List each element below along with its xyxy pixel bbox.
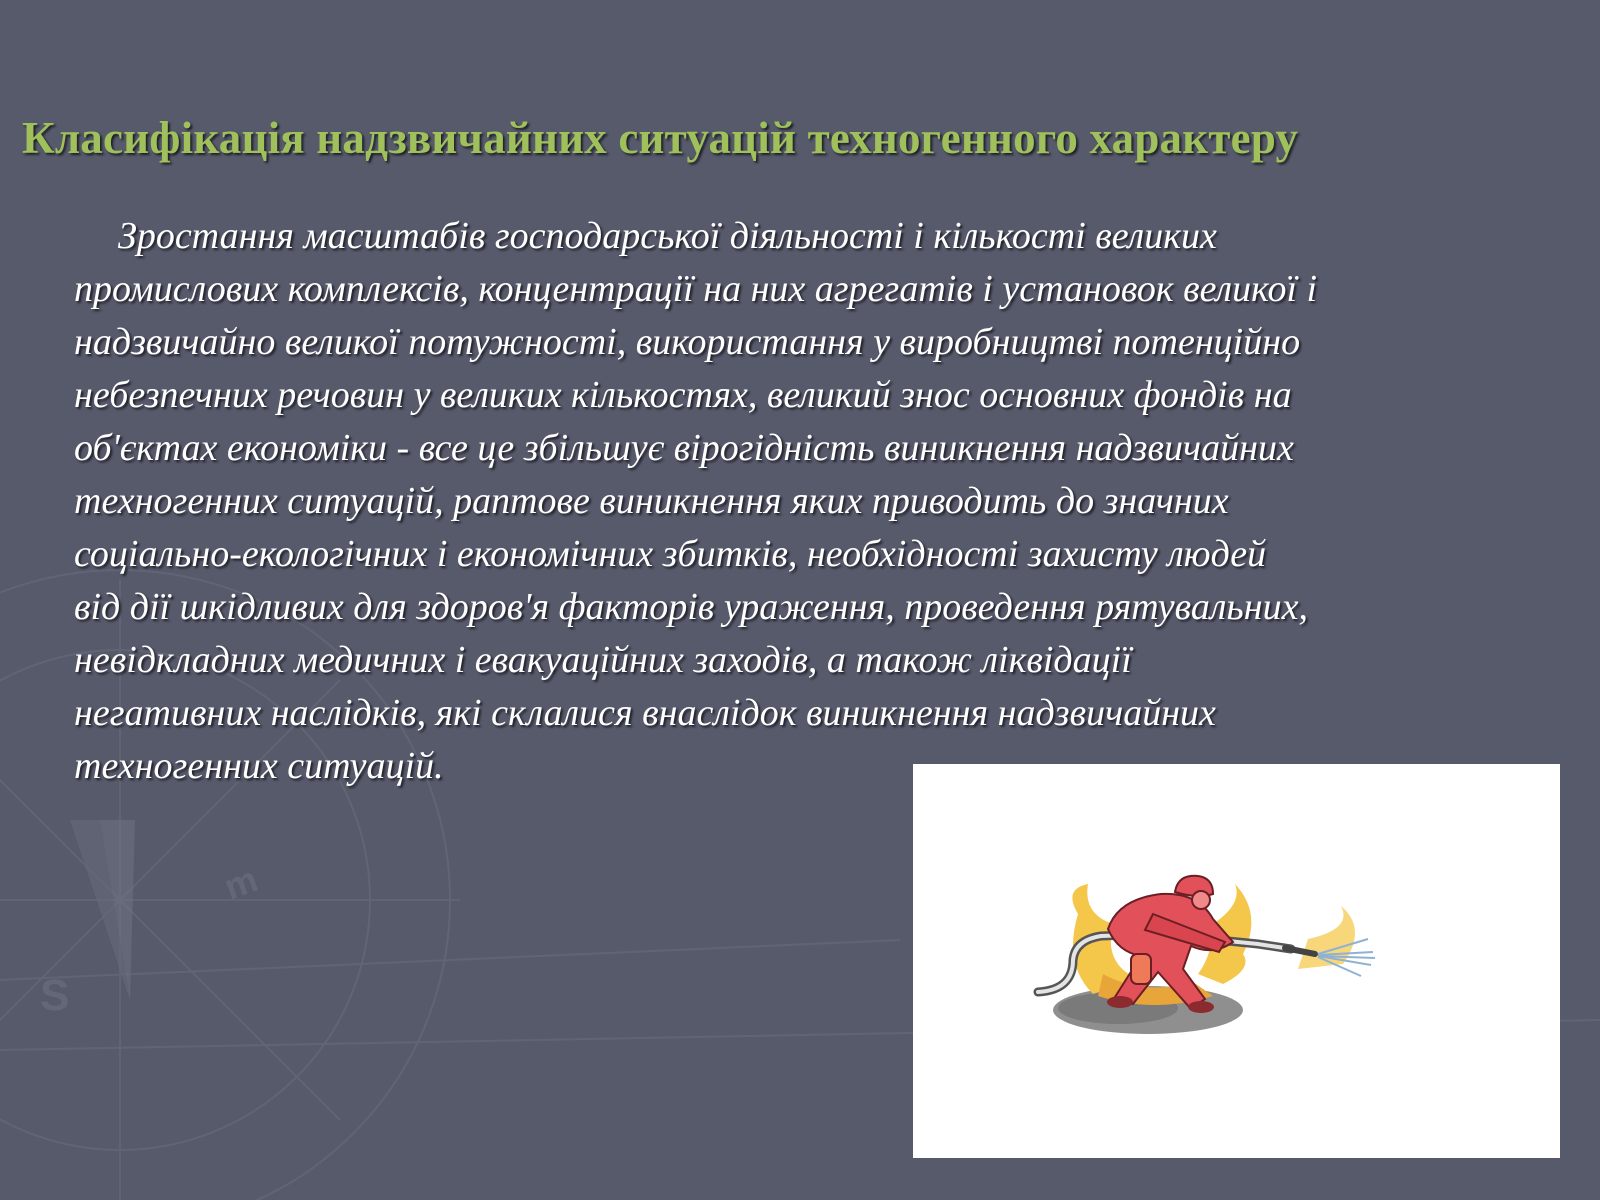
firefighter-with-hose-icon [913, 764, 1560, 1158]
slide-title: Класифікація надзвичайних ситуацій техногенного характеру [22, 113, 1299, 163]
body-line: надзвичайно великої потужності, використання у виробництві потенційно [74, 321, 1301, 363]
body-line: невідкладних медичних і евакуаційних заходів, а також ліквідації [74, 639, 1132, 681]
body-line: об'єктах економіки - все це збільшує вірогідність виникнення надзвичайних [74, 427, 1294, 469]
body-line: соціально-екологічних і економічних збитків, необхідності захисту людей [74, 533, 1267, 575]
body-line: техногенних ситуацій. [74, 745, 444, 787]
slide-body-paragraph [74, 210, 1574, 793]
svg-text:S: S [40, 971, 70, 1020]
body-line: промислових комплексів, концентрації на них агрегатів і установок великої і [74, 268, 1318, 310]
body-line: від дії шкідливих для здоров'я факторів ураження, проведення рятувальних, [74, 586, 1308, 628]
body-line: Зростання масштабів господарської діяльності і кількості великих [118, 215, 1217, 257]
svg-text:m: m [218, 858, 263, 908]
body-line: небезпечних речовин у великих кількостях, великий знос основних фондів на [74, 374, 1292, 416]
illustration-frame [913, 764, 1560, 1158]
body-line: негативних наслідків, які склалися внаслідок виникнення надзвичайних [74, 692, 1216, 734]
body-line: техногенних ситуацій, раптове виникнення яких приводить до значних [74, 480, 1229, 522]
